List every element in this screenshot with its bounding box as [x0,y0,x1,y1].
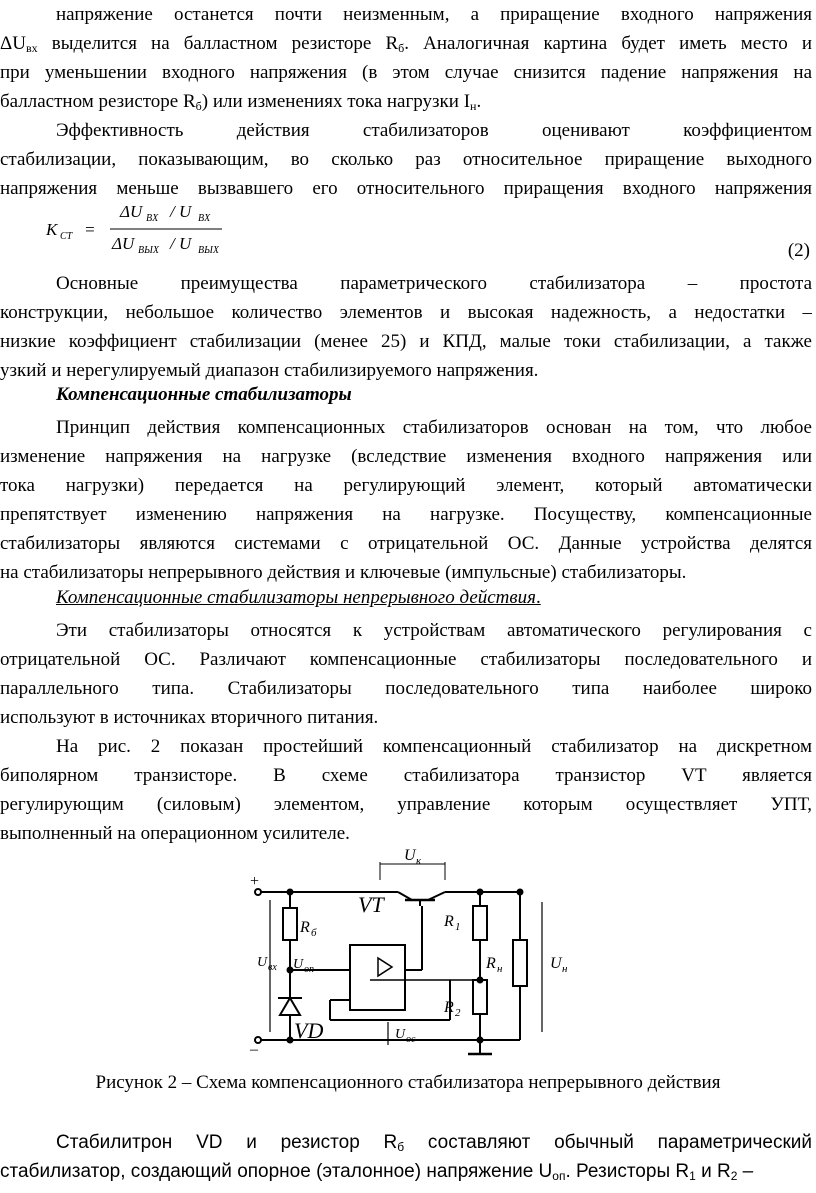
paragraph-line: конструкции, небольшое количество элементов и высокая надежность, а недостатки – [0,302,812,323]
figure-caption: Рисунок 2 – Схема компенсационного стабилизатора непрерывного действия [95,1072,721,1093]
label-vd: VD [294,1018,324,1043]
circuit-diagram [230,840,590,1060]
paragraph-line: отрицательной ОС. Различают компенсационные стабилизаторы последовательного и [0,649,812,670]
paragraph-line: изменение напряжения на нагрузке (вследствие изменения входного напряжения или [0,446,812,467]
paragraph-6 [0,732,812,848]
paragraph-line: узкий и нерегулируемый диапазон стабилизируемого напряжения. [0,360,539,381]
paragraph-line: Основные преимущества параметрического стабилизатора – простота [56,273,812,294]
paragraph-line: Стабилитрон VD и резистор $R_б$ составляют обычный параметрический [56,1132,812,1154]
paragraph-line: На рис. 2 показан простейший компенсационный стабилизатор на дискретном [56,736,812,757]
label-uvx: U [257,955,268,970]
stabilization-coefficient-formula [40,195,340,265]
resistor-rn [513,940,527,986]
paragraph-line: используют в источниках вторичного питания. [0,707,379,728]
formula-den-delta: ΔU [112,234,135,253]
paragraph-line: биполярном транзисторе. В схеме стабилизатора транзистор VT является [0,765,812,786]
subsection-heading: Компенсационные стабилизаторы непрерывного действия. [56,587,541,608]
label-rn: R [486,955,496,972]
formula-num-delta: ΔU [120,202,143,221]
paragraph-2 [0,116,812,203]
label-uk: U [404,847,416,864]
paragraph-line: низкие коэффициент стабилизации (менее 25) и КПД, малые токи стабилизации, а также [0,331,812,352]
paragraph-1 [0,0,812,116]
formula-lhs-sub: CT [60,231,73,242]
resistor-r2 [473,980,487,1014]
label-minus: – [250,1041,258,1058]
paragraph-line: стабилизаторы являются системами с отрицательной ОС. Данные устройства делятся [0,533,812,554]
paragraph-4 [0,413,812,587]
paragraph-line: стабилизации, показывающим, во сколько раз относительное приращение выходного [0,149,812,170]
paragraph-line: Принцип действия компенсационных стабилизаторов основан на том, что любое [56,417,812,438]
label-uvx-sub: вх [268,962,277,973]
paragraph-line: Эффективность действия стабилизаторов оценивают коэффициентом [56,120,812,141]
op-amp-block [350,945,405,1010]
label-r1-sub: 1 [455,921,461,933]
label-rb: R [300,919,310,936]
paragraph-5 [0,616,812,732]
resistor-rb [283,908,297,940]
paragraph-3 [0,269,812,385]
label-vt: VT [358,892,384,917]
label-uk-sub: к [416,855,422,867]
paragraph-7 [0,1128,812,1186]
op-amp-triangle-icon [378,958,392,976]
paragraph-line: выполненный на операционном усилителе. [0,823,350,844]
paragraph-line: балластном резисторе $R_б$) или изменениях тока нагрузки $I_н$. [0,91,482,113]
label-uop-sub: оп [304,964,314,975]
paragraph-line: при уменьшении входного напряжения (в этом случае снизится падение напряжения на [0,62,812,83]
label-r2-sub: 2 [455,1007,461,1019]
label-r1: R [444,913,454,930]
paragraph-line: на стабилизаторы непрерывного действия и ключевые (импульсные) стабилизаторы. [0,562,687,583]
paragraph-line: регулирующим (силовым) элементом, управление которым осуществляет УПТ, [0,794,812,815]
formula-num-sub1: BX [146,213,159,224]
label-rb-sub: б [311,927,317,939]
formula-den-sub2: BЫX [198,245,219,256]
equation-number: (2) [787,240,810,261]
formula-num-slash: / U [170,202,192,221]
label-un-sub: н [562,963,568,975]
paragraph-line: параллельного типа. Стабилизаторы последовательного типа наиболее широко [0,678,812,699]
resistor-r1 [473,906,487,940]
label-plus: + [250,873,260,890]
formula-num-sub2: BX [198,213,211,224]
label-rn-sub: н [497,963,503,975]
paragraph-line: $\Delta U_{вх}$ выделится на балластном резисторе $R_б$. Аналогичная картина будет иметь место и [0,33,812,55]
formula-den-sub1: BЫX [138,245,159,256]
paragraph-line: напряжения меньше вызвавшего его относительного приращения входного напряжения [0,178,812,199]
paragraph-line: препятствует изменению напряжения на нагрузке. Посуществу, компенсационные [0,504,812,525]
label-r2: R [444,999,454,1016]
section-heading: Компенсационные стабилизаторы [56,384,352,405]
paragraph-line: Эти стабилизаторы относятся к устройствам автоматического регулирования с [56,620,812,641]
formula-lhs: K [46,220,58,239]
label-uos: U [395,1027,406,1042]
label-uos-sub: ос [406,1034,416,1045]
zener-diode-vd [280,998,300,1015]
formula-equals: = [84,220,96,239]
label-uop: U [293,957,304,972]
paragraph-line: тока нагрузки) передается на регулирующий элемент, который автоматически [0,475,812,496]
formula-den-slash: / U [170,234,192,253]
label-un: U [550,955,562,972]
paragraph-line: напряжение останется почти неизменным, а приращение входного напряжения [56,4,812,25]
paragraph-line: стабилизатор, создающий опорное (эталонное) напряжение $U_{оп}$. Резисторы $R_1$ и $R_2$ – [0,1161,754,1183]
